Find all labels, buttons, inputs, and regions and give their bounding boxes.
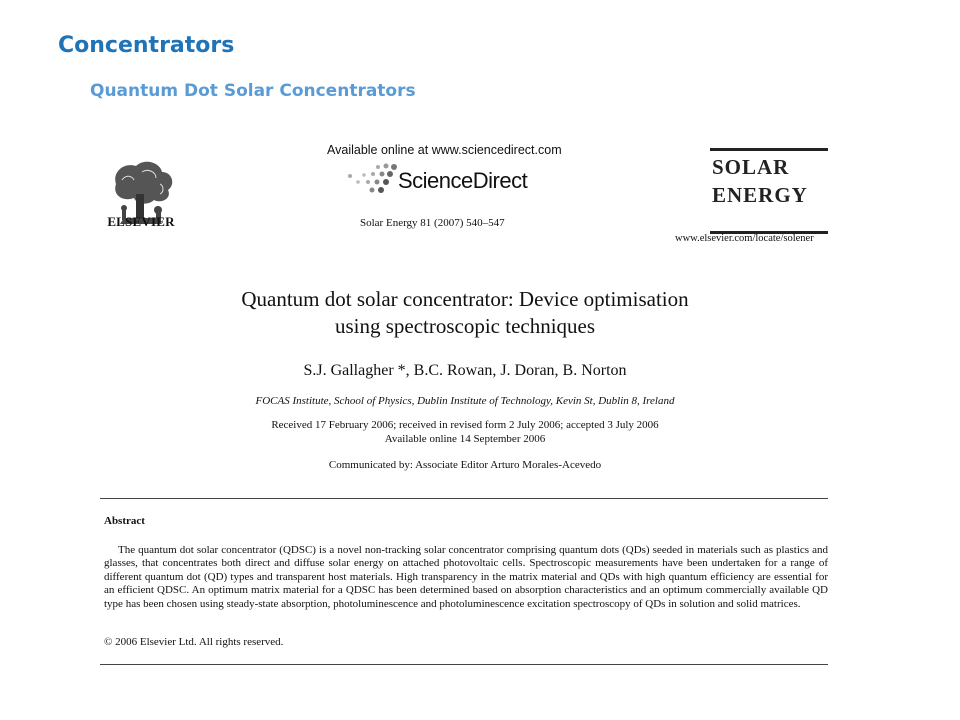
slide-title: Concentrators: [58, 33, 235, 58]
abstract-text: The quantum dot solar concentrator (QDSC) is a novel non-tracking solar concentrator comprising quantum dots (QDs) seeded in materials such as plastics and glasses, that concentrates both direct and diffuse solar energy on attached photovoltaic cells. Spectroscopic measurements have been undertaken for a range of different quantum dot (QD) types and transparent host materials. High transparency in the matrix material and QDs with high quantum efficiency are essential for an efficient QDSC. An optimum matrix material for a QDSC has been determined based on absorption characteristics and an optimum commercially available QD type has been chosen using steady-state absorption, photoluminescence and photoluminescence excitation spectroscopy of QDs in solution and solid matrices.: [104, 544, 828, 610]
available-online-text: Available online at www.sciencedirect.com: [327, 143, 562, 157]
sciencedirect-name: ScienceDirect: [398, 168, 528, 193]
abstract-heading: Abstract: [104, 515, 145, 527]
journal-citation: Solar Energy 81 (2007) 540–547: [360, 217, 505, 229]
paper-title-line2: using spectroscopic techniques: [334, 314, 596, 338]
copyright-notice: © 2006 Elsevier Ltd. All rights reserved.: [104, 636, 284, 648]
communicated-by: Communicated by: Associate Editor Arturo Morales-Acevedo: [328, 459, 602, 471]
paper-authors: S.J. Gallagher *, B.C. Rowan, J. Doran, B. Norton: [303, 362, 627, 379]
paper-header-image: [100, 138, 830, 678]
slide-subtitle: Quantum Dot Solar Concentrators: [90, 81, 416, 101]
sciencedirect-dots-icon: [346, 162, 402, 196]
available-date: Available online 14 September 2006: [384, 433, 546, 445]
divider-bottom: [100, 664, 828, 665]
journal-logo-line1: SOLAR: [712, 155, 790, 179]
journal-url: www.elsevier.com/locate/solener: [675, 233, 814, 244]
divider-top: [100, 498, 828, 499]
journal-logo-line2: ENERGY: [712, 183, 808, 207]
paper-title: [100, 286, 830, 340]
publisher-name: ELSEVIER: [107, 214, 175, 229]
paper-title-line1: Quantum dot solar concentrator: Device optimisation: [241, 287, 689, 311]
received-dates: Received 17 February 2006; received in revised form 2 July 2006; accepted 3 July 2006: [271, 419, 659, 431]
journal-logo: [710, 148, 828, 234]
paper-dates: [100, 418, 830, 446]
paper-affiliation: FOCAS Institute, School of Physics, Dublin Institute of Technology, Kevin St, Dublin 8, Ireland: [255, 395, 675, 407]
